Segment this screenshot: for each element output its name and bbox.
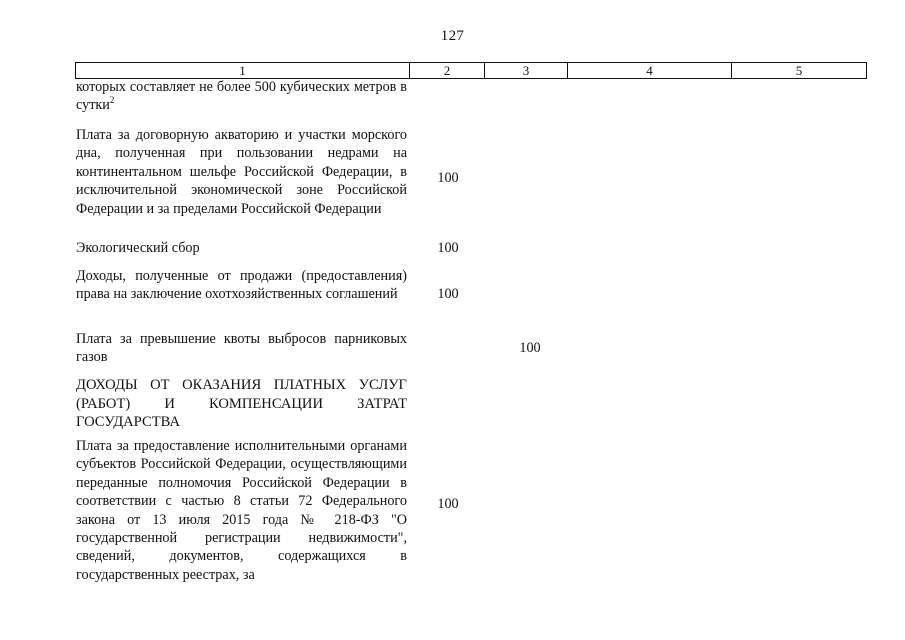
column-header-2: 2 <box>410 63 485 79</box>
row-value-col2: 100 <box>437 170 459 186</box>
row-description: Плата за предоставление исполнительными органами субъектов Российской Федерации, осуществляющими переданные полномочия Российской Федерации в соответствии с частью 8 статьи 72 Федерального закона от 13 июля 2015 года № 218-ФЗ "О государственной регистрации недвижимости", сведений, документов, содержащихся в государственных реестрах, за <box>76 438 407 583</box>
column-header-table <box>75 62 867 79</box>
row-value-col2: 100 <box>437 240 459 256</box>
row-description: Плата за договорную акваторию и участки морского дна, полученная при пользовании недрами на континентальном шельфе Российской Федерации, в исключительной экономической зоне Российской Федерации и за пределами Российской Федерации <box>76 127 407 217</box>
column-header-3: 3 <box>485 63 568 79</box>
footnote-marker: 2 <box>109 95 115 106</box>
row-description: Доходы, полученные от продажи (предоставления) права на заключение охотхозяйственных соглашений <box>76 268 407 303</box>
row-description: которых составляет не более 500 кубических метров в сутки <box>76 79 407 114</box>
column-header-1: 1 <box>76 63 410 79</box>
column-header-5: 5 <box>732 63 867 79</box>
page-number: 127 <box>440 28 465 44</box>
row-continuation <box>76 78 407 115</box>
row-description: Плата за превышение квоты выбросов парниковых газов <box>76 331 407 366</box>
column-header-4: 4 <box>568 63 732 79</box>
row-value-col3: 100 <box>519 340 541 356</box>
row-value-col2: 100 <box>437 286 459 302</box>
row-description: Экологический сбор <box>76 240 200 256</box>
row-value-col2: 100 <box>437 496 459 512</box>
section-heading: ДОХОДЫ ОТ ОКАЗАНИЯ ПЛАТНЫХ УСЛУГ (РАБОТ) И КОМПЕНСАЦИИ ЗАТРАТ ГОСУДАРСТВА <box>76 377 407 431</box>
column-header-row <box>76 63 867 79</box>
